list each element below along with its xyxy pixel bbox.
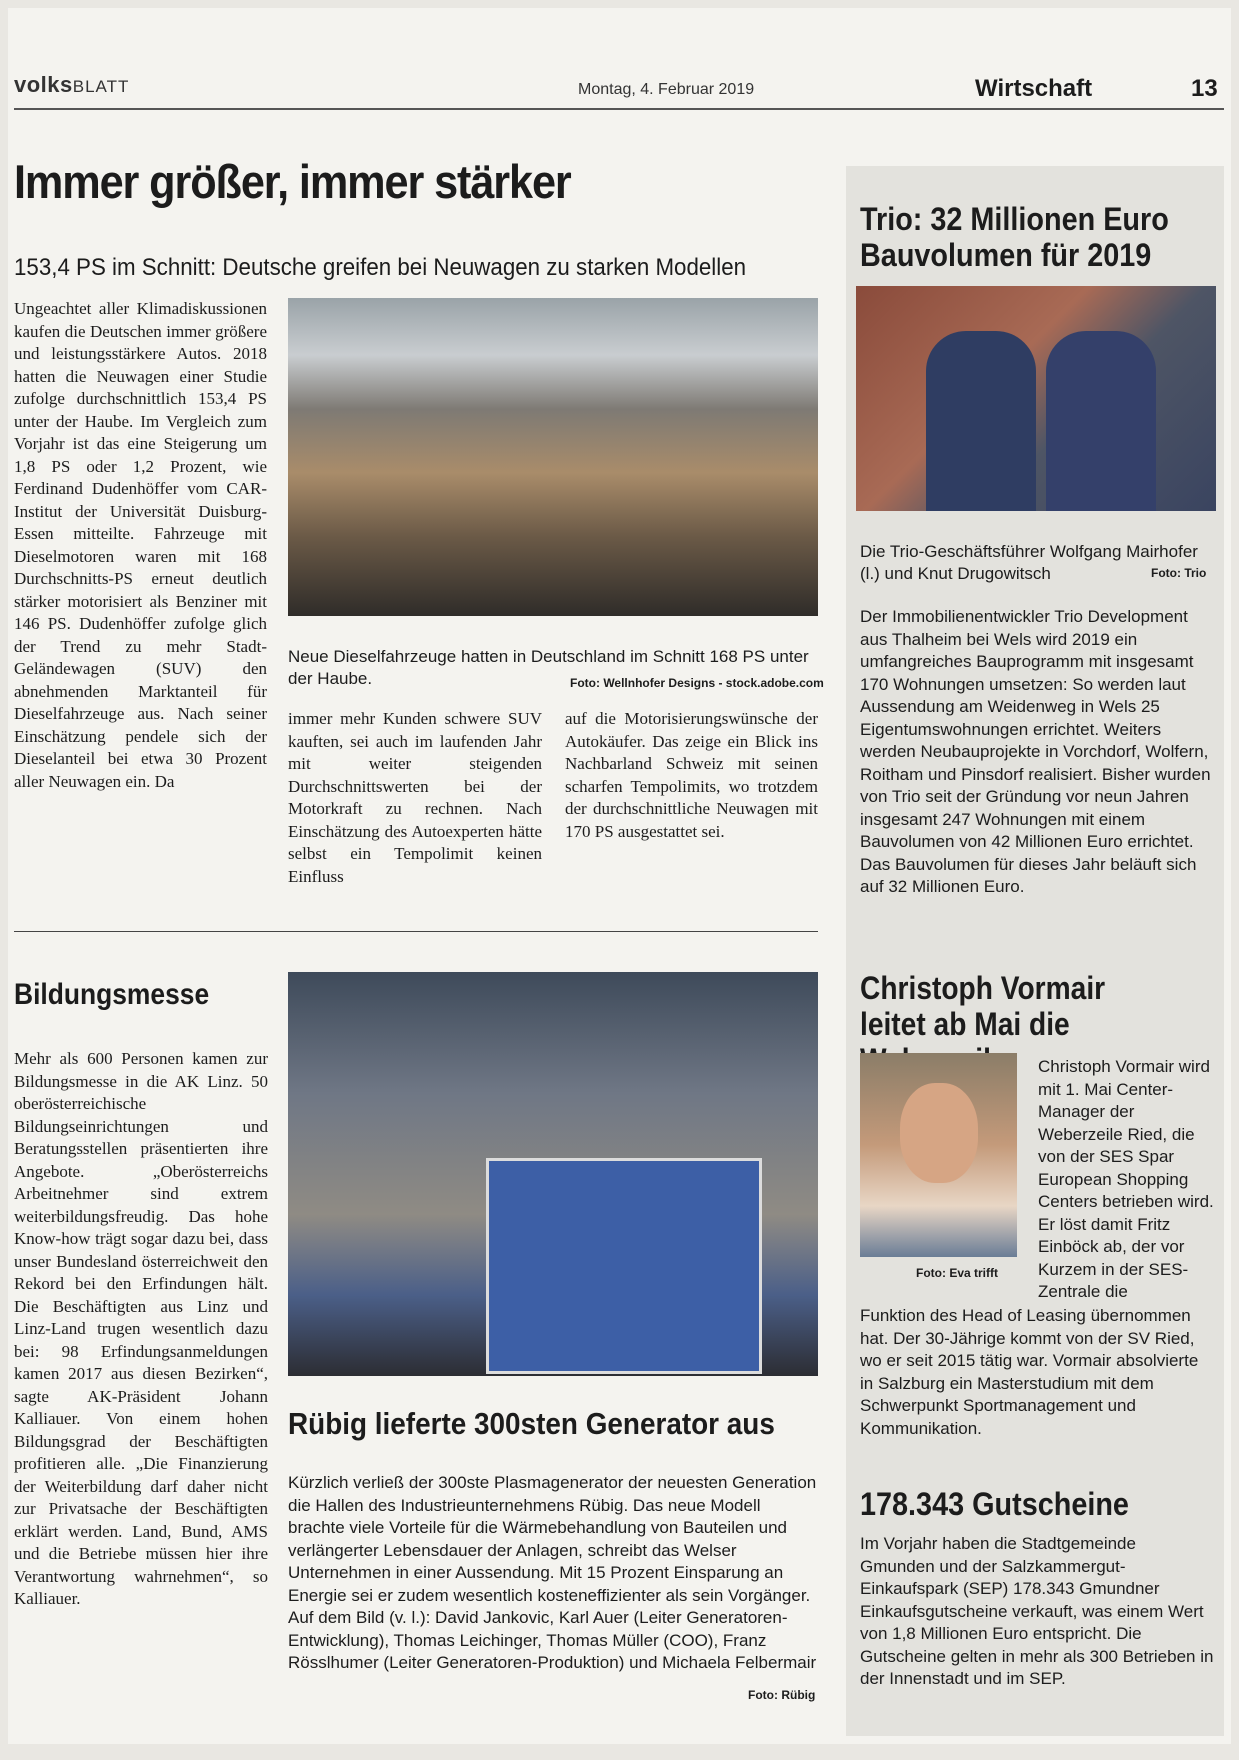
vormair-photo-credit: Foto: Eva trifft — [916, 1266, 998, 1280]
ruebig-headline: Rübig lieferte 300sten Generator aus — [288, 1406, 775, 1441]
section-divider — [14, 931, 818, 932]
main-headline: Immer größer, immer stärker — [14, 155, 571, 208]
cars-photo — [288, 298, 818, 616]
ruebig-body: Kürzlich verließ der 300ste Plasmagenerator der neuesten Generation die Hallen des Industrieunternehmens Rübig. Das neue Modell brachte viele Vorteile für die Wärmebehandlung von Bauteilen und verlängerter Lebensdauer der Anlagen, schreibt das Welser Unternehmen in einer Aussendung. Mit 15 Prozent Einsparung an Energie sei er zudem wesentlich kosteneffizienter als sein Vorgänger. Auf dem Bild (v. l.): David Jankovic, Karl Auer (Leiter Generatoren-Entwicklung), Thomas Leichinger, Thomas Müller (COO), Franz Rösslhumer (Leiter Generatoren-Produktion) und Michaela Felbermair — [288, 1473, 817, 1672]
vormair-portrait — [860, 1053, 1017, 1257]
trio-headline: Trio: 32 Millionen Euro Bauvolumen für 2019 — [860, 201, 1169, 273]
trio-photo-caption: Die Trio-Geschäftsführer Wolfgang Mairhofer (l.) und Knut Drugowitsch — [860, 542, 1198, 583]
masthead-logo: volksBLATT — [14, 72, 130, 97]
trio-photo — [856, 286, 1216, 511]
bildungsmesse-body: Mehr als 600 Personen kamen zur Bildungsmesse in die AK Linz. 50 oberösterreichische Bildungseinrichtungen und Beratungsstellen präsentierten ihre Angebote. „Oberösterreichs Arbeitnehmer sind extrem weiterbildungsfreudig. Das hohe Know-how trägt sogar dazu bei, dass unser Bundesland österreichweit den Rekord bei den Erfindungen hält. Die Beschäftigten aus Linz und Linz-Land trugen wesentlich dazu bei: 98 Erfindungsanmeldungen kamen 2017 aus diesen Bezirken“, sagte AK-Präsident Johann Kalliauer. Von einem hohen Bildungsgrad der Beschäftigten profitieren alle. „Die Finanzierung der Weiterbildung darf daher nicht zur Privatsache der Beschäftigten erklärt werden. Land, Bund, AMS und die Betriebe müssen hier ihre Verantwortung wahrnehmen“, so Kalliauer. — [14, 1049, 268, 1608]
masthead-rule — [14, 108, 1224, 110]
main-column-1: Ungeachtet aller Klimadiskussionen kaufen die Deutschen immer größere und leistungsstärkere Autos. 2018 hatten die Neuwagen einer Studie zufolge durchschnittlich 153,4 PS unter der Haube. Im Vergleich zum Vorjahr ist das eine Steigerung um 1,8 PS oder 1,2 Prozent, wie Ferdinand Dudenhöffer vom CAR-Institut der Universität Duisburg-Essen mitteilte. Fahrzeuge mit Dieselmotoren waren mit 168 Durchschnitts-PS erneut deutlich stärker motorisiert als Benziner mit 146 PS. Dudenhöffer zufolge glich der Trend zu mehr Stadt-Geländewagen (SUV) den abnehmenden Marktanteil für Dieselfahrzeuge aus. Nach seiner Einschätzung pendele sich der Dieselanteil bei etwa 30 Prozent aller Neuwagen ein. Da — [14, 299, 267, 791]
vormair-body-right: Christoph Vormair wird mit 1. Mai Center-Manager der Weberzeile Ried, die von der SES Spar European Shopping Centers betrieben wird. Er löst damit Fritz Einböck ab, der vor Kurzem in der SES-Zentrale die — [1038, 1057, 1214, 1301]
person-figure — [1046, 331, 1156, 511]
gutscheine-body: Im Vorjahr haben die Stadtgemeinde Gmunden und der Salzkammergut-Einkaufspark (SEP) 178.343 Gmundner Einkaufsgutscheine verkauft, was einem Wert von 1,8 Millionen Euro entspricht. Die Gutscheine gelten in mehr als 300 Betrieben in der Innenstadt und im SEP. — [860, 1534, 1214, 1688]
ruebig-photo-credit: Foto: Rübig — [748, 1688, 816, 1702]
person-figure — [926, 331, 1036, 511]
cars-photo-caption: Neue Dieselfahrzeuge hatten in Deutschland im Schnitt 168 PS unter der Haube. — [288, 647, 809, 688]
page-number: 13 — [1191, 75, 1218, 102]
vormair-body-full: Funktion des Head of Leasing übernommen hat. Der 30-Jährige kommt von der SV Ried, wo er seit 2015 tätig war. Vormair absolvierte in Salzburg ein Masterstudium mit dem Schwerpunkt Sportmanagement und Kommunikation. — [860, 1306, 1199, 1438]
trio-photo-credit: Foto: Trio — [1151, 566, 1207, 580]
main-column-2: immer mehr Kunden schwere SUV kauften, sei auch im laufenden Jahr mit weiter steigenden Durchschnittswerten bei der Motorkraft zu rechnen. Nach Einschätzung des Autoexperten hätte selbst ein Tempolimit keinen Einfluss — [288, 709, 542, 886]
bildungsmesse-headline: Bildungsmesse — [14, 978, 210, 1011]
face-image — [900, 1083, 978, 1183]
main-column-3: auf die Motorisierungswünsche der Autokäufer. Das zeige ein Blick ins Nachbarland Schweiz mit seinen scharfen Tempolimits, wo trotzdem der durchschnittliche Neuwagen mit 170 PS ausgestattet sei. — [565, 709, 818, 841]
newspaper-page — [8, 8, 1231, 1744]
plasma-generator-image — [486, 1158, 762, 1374]
main-subheadline: 153,4 PS im Schnitt: Deutsche greifen bei Neuwagen zu starken Modellen — [14, 254, 747, 281]
masthead-section: Wirtschaft — [975, 75, 1093, 102]
cars-photo-credit: Foto: Wellnhofer Designs - stock.adobe.com — [570, 676, 824, 690]
trio-body: Der Immobilienentwickler Trio Development aus Thalheim bei Wels wird 2019 ein umfangreiches Bauprogramm mit insgesamt 170 Wohnungen umsetzen: So werden laut Aussendung am Weidenweg in Wels 25 Eigentumswohnungen errichtet. Weiters werden Neubauprojekte in Vorchdorf, Wolfern, Roitham und Pinsdorf realisiert. Bisher wurden von Trio seit der Gründung vor neun Jahren insgesamt 247 Wohnungen mit einem Bauvolumen von 42 Millionen Euro errichtet. Das Bauvolumen für dieses Jahr beläuft sich auf 32 Millionen Euro. — [860, 607, 1211, 896]
gutscheine-headline: 178.343 Gutscheine — [860, 1486, 1129, 1522]
vormair-headline: Christoph Vormair leitet ab Mai die — [860, 970, 1106, 1042]
masthead-date: Montag, 4. Februar 2019 — [578, 81, 755, 98]
